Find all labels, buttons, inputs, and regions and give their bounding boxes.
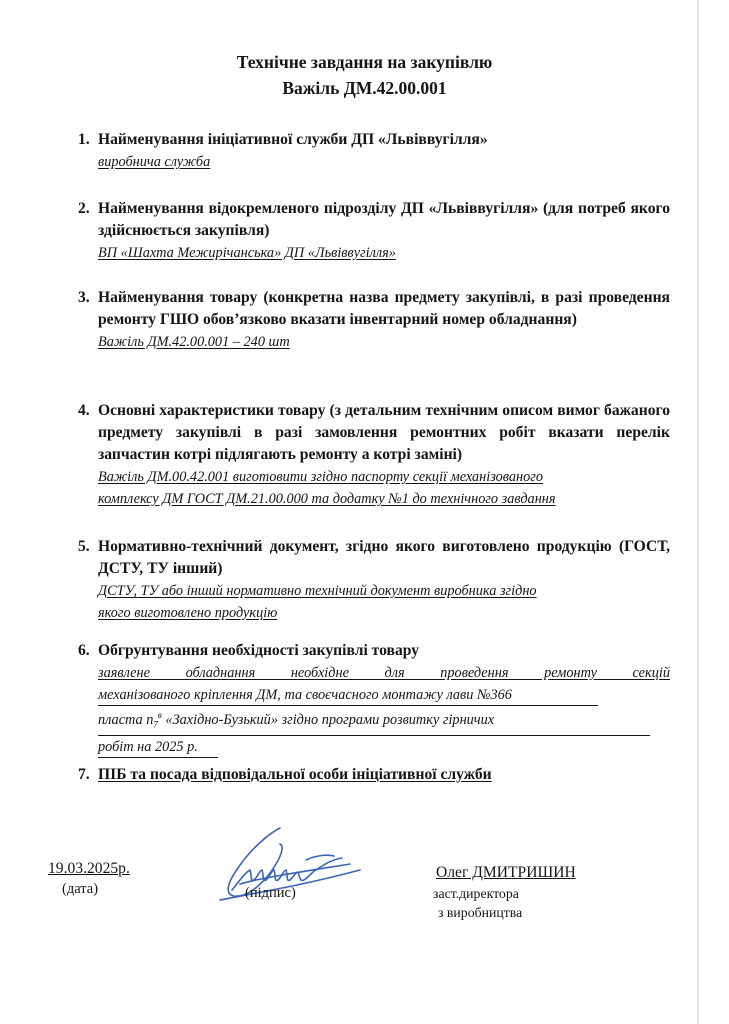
section-3: [78, 287, 670, 353]
section-number: 6.: [78, 642, 90, 659]
section-4-heading: [78, 400, 670, 466]
section-6-answer: [98, 662, 670, 758]
section-number: 1.: [78, 131, 90, 148]
section-7-heading: [78, 764, 670, 786]
scan-edge-line: [697, 0, 699, 1024]
answer-line: комплексу ДМ ГОСТ ДМ.21.00.000 та додатку №1 до технічного завдання: [98, 491, 556, 507]
answer-line: ВП «Шахта Межирічанська» ДП «Львіввугілля»: [98, 245, 396, 261]
section-1-heading: [78, 129, 670, 151]
section-1: [78, 129, 670, 173]
date-value: 19.03.2025р.: [48, 860, 130, 877]
signature-label: (підпис): [245, 885, 296, 901]
answer-line: пласта $n_7^в$ «Західно-Бузький» згідно програми розвитку гірничих: [98, 706, 650, 736]
section-2-answer: [98, 242, 670, 264]
section-5: [78, 536, 670, 624]
answer-line: Важіль ДМ.00.42.001 виготовити згідно паспорту секції механізованого: [98, 469, 543, 485]
section-heading-text: Основні характеристики товару (з детальним технічним описом вимог бажаного предмету закупівлі в разі замовлення ремонтних робіт вказати перелік запчастин котрі підлягають ремонту а котрі заміні): [98, 402, 670, 463]
answer-line: заявлене обладнання необхідне для проведення ремонту секцій: [98, 665, 670, 681]
section-heading-text: Обгрунтування необхідності закупівлі товару: [98, 642, 420, 659]
date-label: (дата): [62, 881, 99, 897]
answer-line: Важіль ДМ.42.00.001 – 240 шт: [98, 334, 290, 350]
section-7: [78, 764, 670, 786]
document-title: Технічне завдання на закупівлю: [236, 52, 493, 72]
signature-date: [48, 860, 130, 878]
section-heading-text: ПІБ та посада відповідальної особи ініціативної служби: [98, 766, 492, 783]
answer-line: робіт на 2025 р.: [98, 738, 218, 758]
section-2: [78, 198, 670, 264]
section-number: 2.: [78, 200, 90, 217]
section-3-heading: [78, 287, 670, 331]
section-number: 3.: [78, 289, 90, 306]
signatory-position-2: з виробництва: [438, 905, 523, 920]
section-4-answer: [98, 466, 670, 510]
section-4: [78, 400, 670, 510]
answer-line: механізованого кріплення ДМ, та своєчасного монтажу лави №366: [98, 686, 598, 706]
section-2-heading: [78, 198, 670, 242]
section-6: [78, 640, 670, 758]
signatory-name: Олег ДМИТРИШИН: [436, 864, 576, 881]
section-6-heading: [78, 640, 670, 662]
section-3-answer: [98, 331, 670, 353]
signatory-position: заст.директора: [433, 886, 519, 901]
section-5-answer: [98, 580, 670, 624]
section-heading-text: Найменування товару (конкретна назва предмету закупівлі, в разі проведення ремонту ГШО обов’язково вказати інвентарний номер обладнання): [98, 289, 670, 328]
section-heading-text: Найменування відокремленого підрозділу ДП «Львіввугілля» (для потреб якого здійснюється закупівля): [98, 200, 670, 239]
answer-line: якого виготовлено продукцію: [98, 605, 278, 621]
section-heading-text: Нормативно-технічний документ, згідно якого виготовлено продукцію (ГОСТ, ДСТУ, ТУ інший): [98, 538, 670, 577]
section-5-heading: [78, 536, 670, 580]
section-number: 5.: [78, 538, 90, 555]
document-subtitle: Важіль ДМ.42.00.001: [282, 78, 447, 98]
section-number: 7.: [78, 766, 90, 783]
section-number: 4.: [78, 402, 90, 419]
section-heading-text: Найменування ініціативної служби ДП «Львіввугілля»: [98, 131, 488, 148]
answer-line: виробнича служба: [98, 154, 211, 170]
answer-line: ДСТУ, ТУ або інший нормативно технічний документ виробника згідно: [98, 583, 537, 599]
section-1-answer: [98, 151, 670, 173]
